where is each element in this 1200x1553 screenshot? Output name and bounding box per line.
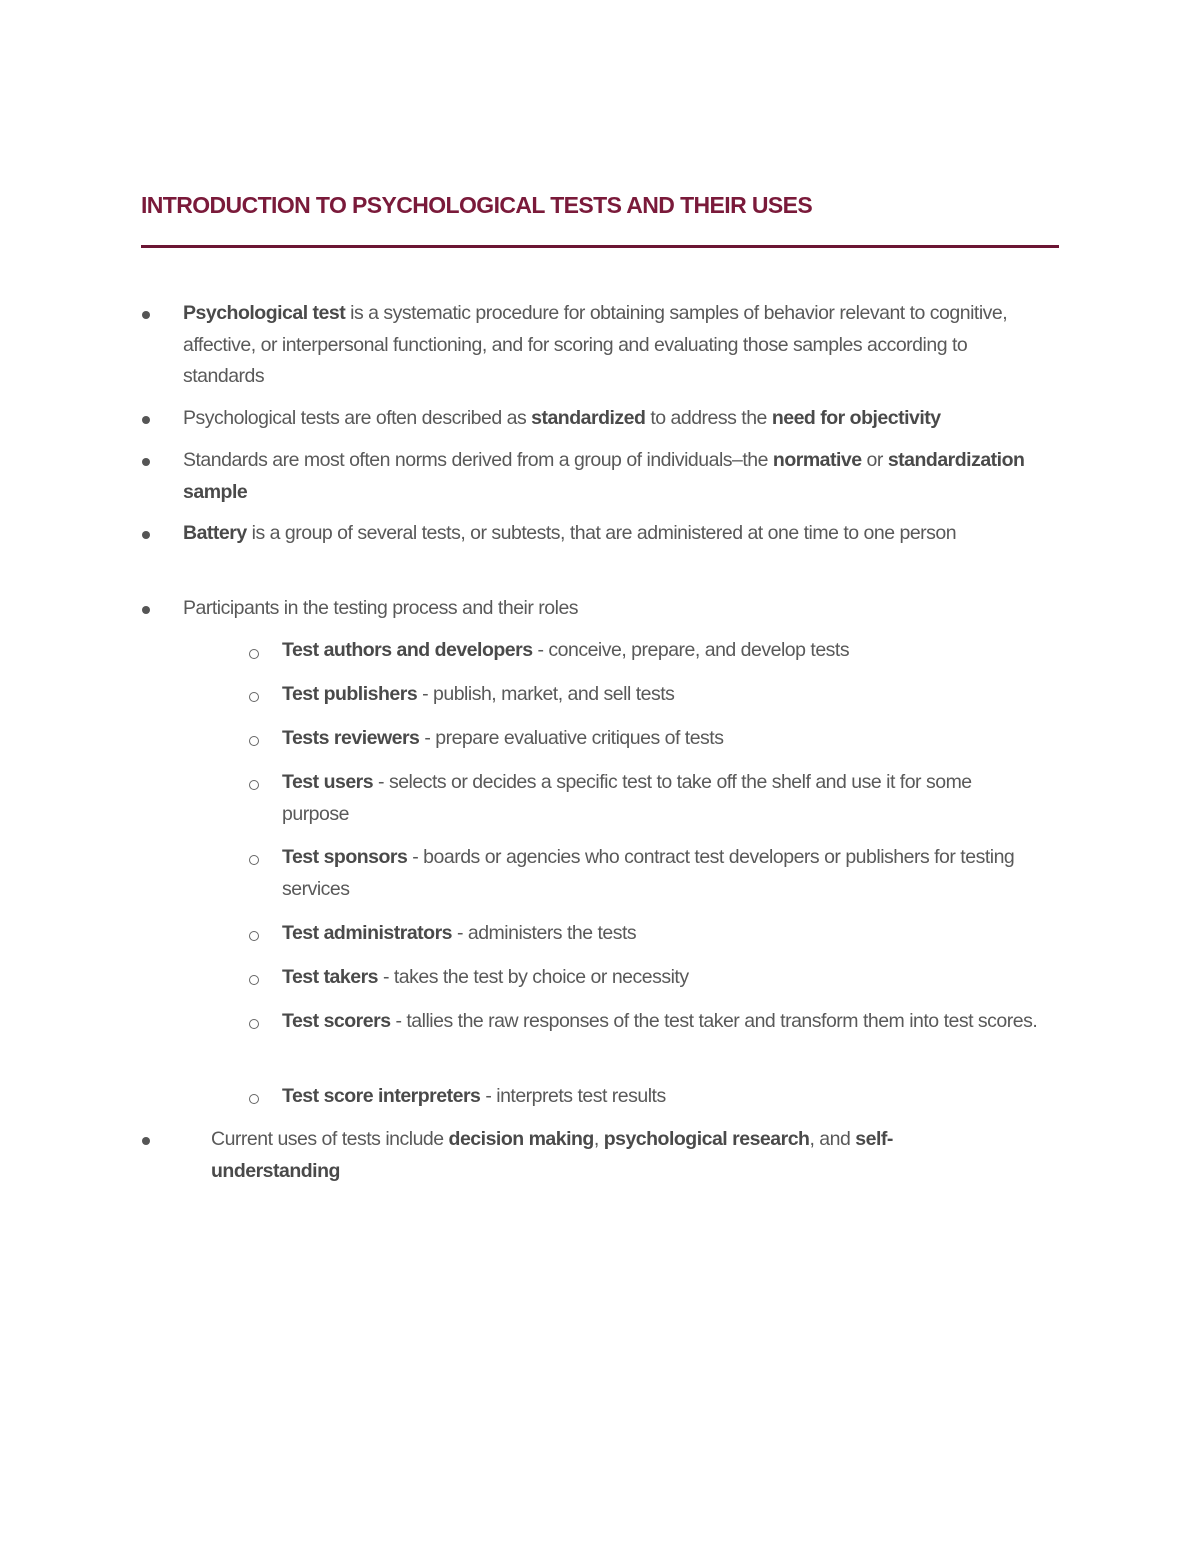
role-name: Test score interpreters bbox=[282, 1085, 481, 1107]
role-desc: - tallies the raw responses of the test taker and transform them into test scores. bbox=[390, 1010, 1038, 1032]
sub-list-item bbox=[282, 635, 1062, 667]
sub-bullet-circle bbox=[249, 736, 259, 746]
sub-bullet-circle bbox=[249, 780, 259, 790]
role-name: Test sponsors bbox=[282, 846, 408, 868]
term-bold: standardization sample bbox=[183, 449, 1025, 503]
role-desc: - selects or decides a specific test to take off the shelf and use it for some purpose bbox=[282, 771, 972, 825]
item-text: Psychological tests are often described as bbox=[183, 407, 532, 429]
item-text: Standards are most often norms derived from a group of individuals–the bbox=[183, 449, 773, 471]
term-bold: normative bbox=[772, 449, 862, 471]
list-item bbox=[211, 1124, 981, 1187]
sub-list-item bbox=[282, 767, 1042, 830]
role-name: Test scorers bbox=[282, 1010, 391, 1032]
sub-list-item bbox=[282, 679, 1062, 711]
role-name: Test administrators bbox=[282, 922, 453, 944]
term-bold: self-understanding bbox=[211, 1128, 893, 1182]
item-text: or bbox=[861, 449, 888, 471]
bullet-dot bbox=[142, 458, 150, 466]
sub-list-item bbox=[282, 918, 1062, 950]
sub-list-item bbox=[282, 842, 1067, 905]
role-desc: - boards or agencies who contract test developers or publishers for testing services bbox=[282, 846, 1015, 900]
sub-bullet-circle bbox=[249, 1019, 259, 1029]
bullet-dot bbox=[142, 606, 150, 614]
term-bold: decision making bbox=[448, 1128, 594, 1150]
role-name: Test publishers bbox=[282, 683, 418, 705]
role-desc: - administers the tests bbox=[452, 922, 637, 944]
term-bold: Battery bbox=[183, 522, 247, 544]
item-text: is a systematic procedure for obtaining samples of behavior relevant to cognitive, affective, or interpersonal functioning, and for scoring and evaluating those samples according to standards bbox=[183, 302, 1008, 387]
item-text: Participants in the testing process and their roles bbox=[183, 597, 579, 619]
sub-bullet-circle bbox=[249, 649, 259, 659]
term-bold: Psychological test bbox=[183, 302, 346, 324]
bullet-dot bbox=[142, 416, 150, 424]
list-item bbox=[183, 403, 1063, 435]
role-name: Tests reviewers bbox=[282, 727, 420, 749]
list-item bbox=[183, 445, 1033, 508]
sub-list-item bbox=[282, 1006, 1057, 1038]
sub-bullet-circle bbox=[249, 931, 259, 941]
sub-list-item bbox=[282, 723, 1062, 755]
item-text: , bbox=[593, 1128, 604, 1150]
item-text: , and bbox=[809, 1128, 856, 1150]
bullet-dot bbox=[142, 531, 150, 539]
list-item bbox=[183, 593, 1063, 625]
item-text: to address the bbox=[645, 407, 772, 429]
bullet-dot bbox=[142, 311, 150, 319]
sub-bullet-circle bbox=[249, 1094, 259, 1104]
role-name: Test authors and developers bbox=[282, 639, 533, 661]
role-name: Test takers bbox=[282, 966, 379, 988]
title-underline bbox=[141, 245, 1059, 248]
bullet-dot bbox=[142, 1137, 150, 1145]
term-bold: psychological research bbox=[603, 1128, 810, 1150]
role-desc: - publish, market, and sell tests bbox=[417, 683, 675, 705]
page-title: INTRODUCTION TO PSYCHOLOGICAL TESTS AND THEIR USES bbox=[141, 192, 813, 218]
sub-bullet-circle bbox=[249, 855, 259, 865]
sub-bullet-circle bbox=[249, 975, 259, 985]
sub-list-item bbox=[282, 1081, 1062, 1113]
item-text: Current uses of tests include bbox=[211, 1128, 449, 1150]
sub-bullet-circle bbox=[249, 692, 259, 702]
role-desc: - takes the test by choice or necessity bbox=[378, 966, 689, 988]
term-bold: standardized bbox=[531, 407, 646, 429]
sub-list-item bbox=[282, 962, 1062, 994]
role-desc: - interprets test results bbox=[480, 1085, 666, 1107]
list-item bbox=[183, 518, 1033, 550]
item-text: is a group of several tests, or subtests, that are administered at one time to one person bbox=[246, 522, 957, 544]
role-desc: - conceive, prepare, and develop tests bbox=[532, 639, 850, 661]
role-name: Test users bbox=[282, 771, 374, 793]
role-desc: - prepare evaluative critiques of tests bbox=[419, 727, 724, 749]
list-item bbox=[183, 298, 1053, 393]
term-bold: need for objectivity bbox=[771, 407, 941, 429]
